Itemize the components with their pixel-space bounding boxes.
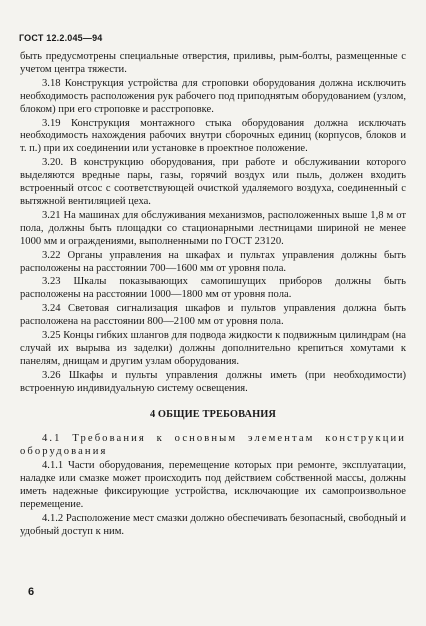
- paragraph-3-26: 3.26 Шкафы и пульты управления должны иметь (при необходимости) встроенную индивидуальную систему освещения.: [20, 369, 406, 394]
- paragraph-3-23: 3.23 Шкалы показывающих самопишущих приборов должны быть расположены на расстоянии 1000—1800 мм от уровня пола.: [20, 276, 406, 301]
- paragraph-3-21: 3.21 На машинах для обслуживания механизмов, расположенных выше 1,8 м от пола, должны быть площадки со стационарными лестницами шириной не менее 1000 мм и ограждениями, выполненными по ГОСТ 23120.: [20, 209, 406, 247]
- subsection-4-1-title: 4.1 Требования к основным элементам конструкции оборудования: [20, 433, 406, 458]
- paragraph-3-22: 3.22 Органы управления на шкафах и пультах управления должны быть расположены на расстоянии 700—1600 мм от уровня пола.: [20, 249, 406, 274]
- section-title: 4 ОБЩИЕ ТРЕБОВАНИЯ: [149, 408, 277, 420]
- paragraph-3-25: 3.25 Концы гибких шлангов для подвода жидкости к подвижным цилиндрам (на случай их вырыва из заделки) должны дополнительно крепиться хомутами к панелям, днищам и другим узлам оборудования.: [20, 330, 406, 367]
- paragraph-continuation: быть предусмотрены специальные отверстия, приливы, рым-болты, размещенные с учетом центра тяжести.: [20, 51, 406, 75]
- paragraph-4-1-1: 4.1.1 Части оборудования, перемещение которых при ремонте, эксплуатации, наладке или смазке может происходить под действием собственной массы, должны иметь надежные фиксирующие устройства, исключающие их самопроизвольное перемещение.: [20, 460, 406, 510]
- paragraph-4-1-2: 4.1.2 Расположение мест смазки должно обеспечивать безопасный, свободный и удобный доступ к ним.: [20, 512, 406, 537]
- paragraph-3-20: 3.20. В конструкцию оборудования, при работе и обслуживании которого выделяются вредные пары, газы, горячий воздух или пыль, должен входить встроенный отсос с соответствующей очисткой удаляемого воздуха, соединенный с вытяжной вентиляцией цеха.: [20, 157, 406, 207]
- document-body: [20, 51, 406, 540]
- paragraph-3-24: 3.24 Световая сигнализация шкафов и пультов управления должна быть расположена на расстоянии 800—2100 мм от уровня пола.: [20, 303, 406, 328]
- paragraph-3-18: 3.18 Конструкция устройства для строповки оборудования должна исключить необходимость расположения рук рабочего под приподнятым оборудованием (узлом, блоком) при его строповке и расстроповке.: [20, 77, 406, 115]
- page-number: 6: [28, 586, 35, 598]
- paragraph-3-19: 3.19 Конструкция монтажного стыка оборудования должна исключать необходимость нахождения рабочих внутри сборочных единиц (корпусов, блоков и т. п.) при их соединении или установке в проектное положение.: [20, 117, 406, 155]
- document-header: ГОСТ 12.2.045—94: [19, 33, 103, 43]
